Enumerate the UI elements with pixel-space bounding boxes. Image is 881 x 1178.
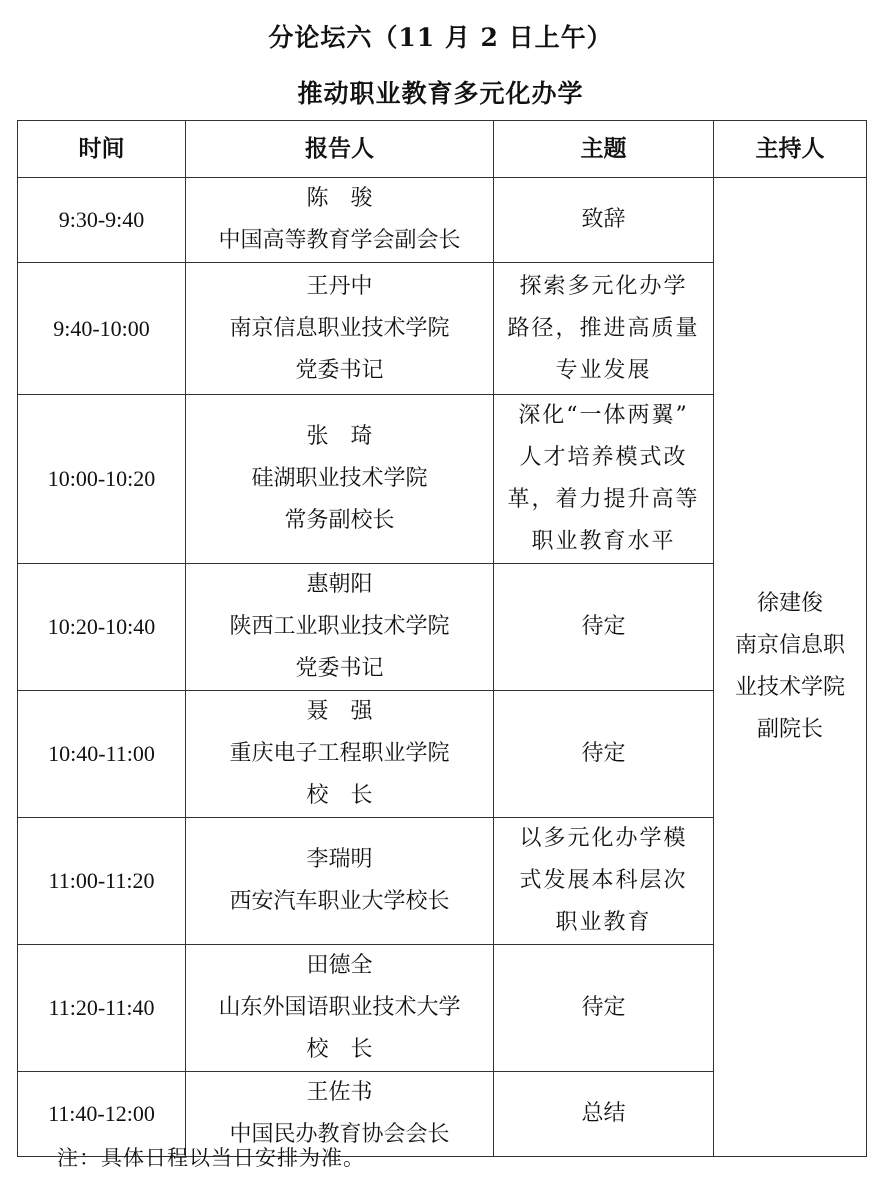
speaker-line: 陕西工业职业技术学院 <box>229 614 450 639</box>
table-row <box>18 178 867 263</box>
footnote: 注：具体日程以当日安排为准。 <box>57 1146 365 1170</box>
speaker-cell <box>186 395 494 564</box>
page-subtitle: 推动职业教育多元化办学 <box>297 79 584 108</box>
speaker-line: 王佐书 <box>306 1080 373 1105</box>
topic-line: 待定 <box>581 614 626 639</box>
time-cell: 11:20-11:40 <box>18 945 186 1072</box>
header-moderator: 主持人 <box>714 121 867 178</box>
speaker-line: 党委书记 <box>295 357 384 383</box>
topic-line: 革，着力提升高等 <box>507 487 700 512</box>
topic-line: 职业教育水平 <box>531 529 676 554</box>
speaker-line: 中国民办教育协会会长 <box>229 1122 450 1147</box>
speaker-line: 重庆电子工程职业学院 <box>229 741 450 766</box>
topic-line: 致辞 <box>581 207 626 232</box>
topic-line: 探索多元化办学 <box>519 273 688 299</box>
speaker-line: 惠朝阳 <box>306 572 373 597</box>
topic-line: 待定 <box>581 995 626 1020</box>
speaker-cell <box>186 178 494 263</box>
speaker-line: 山东外国语职业技术大学 <box>218 995 461 1020</box>
time-cell: 10:20-10:40 <box>18 564 186 691</box>
speaker-line: 党委书记 <box>295 656 384 681</box>
topic-line: 路径，推进高质量 <box>507 315 700 341</box>
header-speaker: 报告人 <box>186 121 494 178</box>
schedule-table <box>17 120 867 1157</box>
speaker-line: 常务副校长 <box>284 508 395 533</box>
speaker-cell <box>186 263 494 395</box>
time-cell: 11:40-12:00 <box>18 1072 186 1157</box>
header-time: 时间 <box>18 121 186 178</box>
header-row <box>18 121 867 178</box>
moderator-cell <box>714 178 867 1157</box>
time-cell: 10:40-11:00 <box>18 691 186 818</box>
speaker-line: 田德全 <box>306 953 373 978</box>
topic-line: 人才培养模式改 <box>519 445 688 470</box>
time-cell: 9:30-9:40 <box>18 178 186 263</box>
speaker-line: 西安汽车职业大学校长 <box>229 889 450 914</box>
speaker-cell <box>186 691 494 818</box>
moderator-line: 南京信息职 <box>734 633 845 658</box>
topic-line: 以多元化办学模 <box>519 826 688 851</box>
schedule-body <box>18 178 867 1157</box>
speaker-cell <box>186 818 494 945</box>
topic-cell <box>494 691 714 818</box>
topic-cell <box>494 178 714 263</box>
page-title: 分论坛六（11 月 2 日上午） <box>268 23 613 52</box>
topic-cell <box>494 395 714 564</box>
speaker-line: 校 长 <box>306 1037 373 1062</box>
topic-line: 职业教育 <box>555 910 652 935</box>
speaker-cell <box>186 564 494 691</box>
header-topic: 主题 <box>494 121 714 178</box>
speaker-line: 中国高等教育学会副会长 <box>218 228 461 253</box>
topic-line: 专业发展 <box>555 357 652 383</box>
time-cell: 10:00-10:20 <box>18 395 186 564</box>
time-cell: 9:40-10:00 <box>18 263 186 395</box>
speaker-line: 南京信息职业技术学院 <box>229 315 450 341</box>
moderator-line: 副院长 <box>756 717 823 742</box>
topic-line: 深化“一体两翼” <box>518 403 689 428</box>
topic-line: 式发展本科层次 <box>519 868 688 893</box>
topic-line: 总结 <box>581 1101 626 1126</box>
topic-cell <box>494 263 714 395</box>
speaker-cell <box>186 945 494 1072</box>
moderator-line: 徐建俊 <box>756 591 823 616</box>
speaker-line: 校 长 <box>306 783 373 808</box>
topic-line: 待定 <box>581 741 626 766</box>
speaker-line: 聂 强 <box>306 699 373 724</box>
moderator-line: 业技术学院 <box>734 675 845 700</box>
time-cell: 11:00-11:20 <box>18 818 186 945</box>
speaker-line: 王丹中 <box>306 273 373 299</box>
topic-cell <box>494 945 714 1072</box>
speaker-line: 陈 骏 <box>306 186 373 211</box>
topic-cell <box>494 564 714 691</box>
topic-cell <box>494 818 714 945</box>
speaker-line: 李瑞明 <box>306 847 373 872</box>
speaker-line: 硅湖职业技术学院 <box>251 466 428 491</box>
speaker-line: 张 琦 <box>306 424 373 449</box>
topic-cell <box>494 1072 714 1157</box>
